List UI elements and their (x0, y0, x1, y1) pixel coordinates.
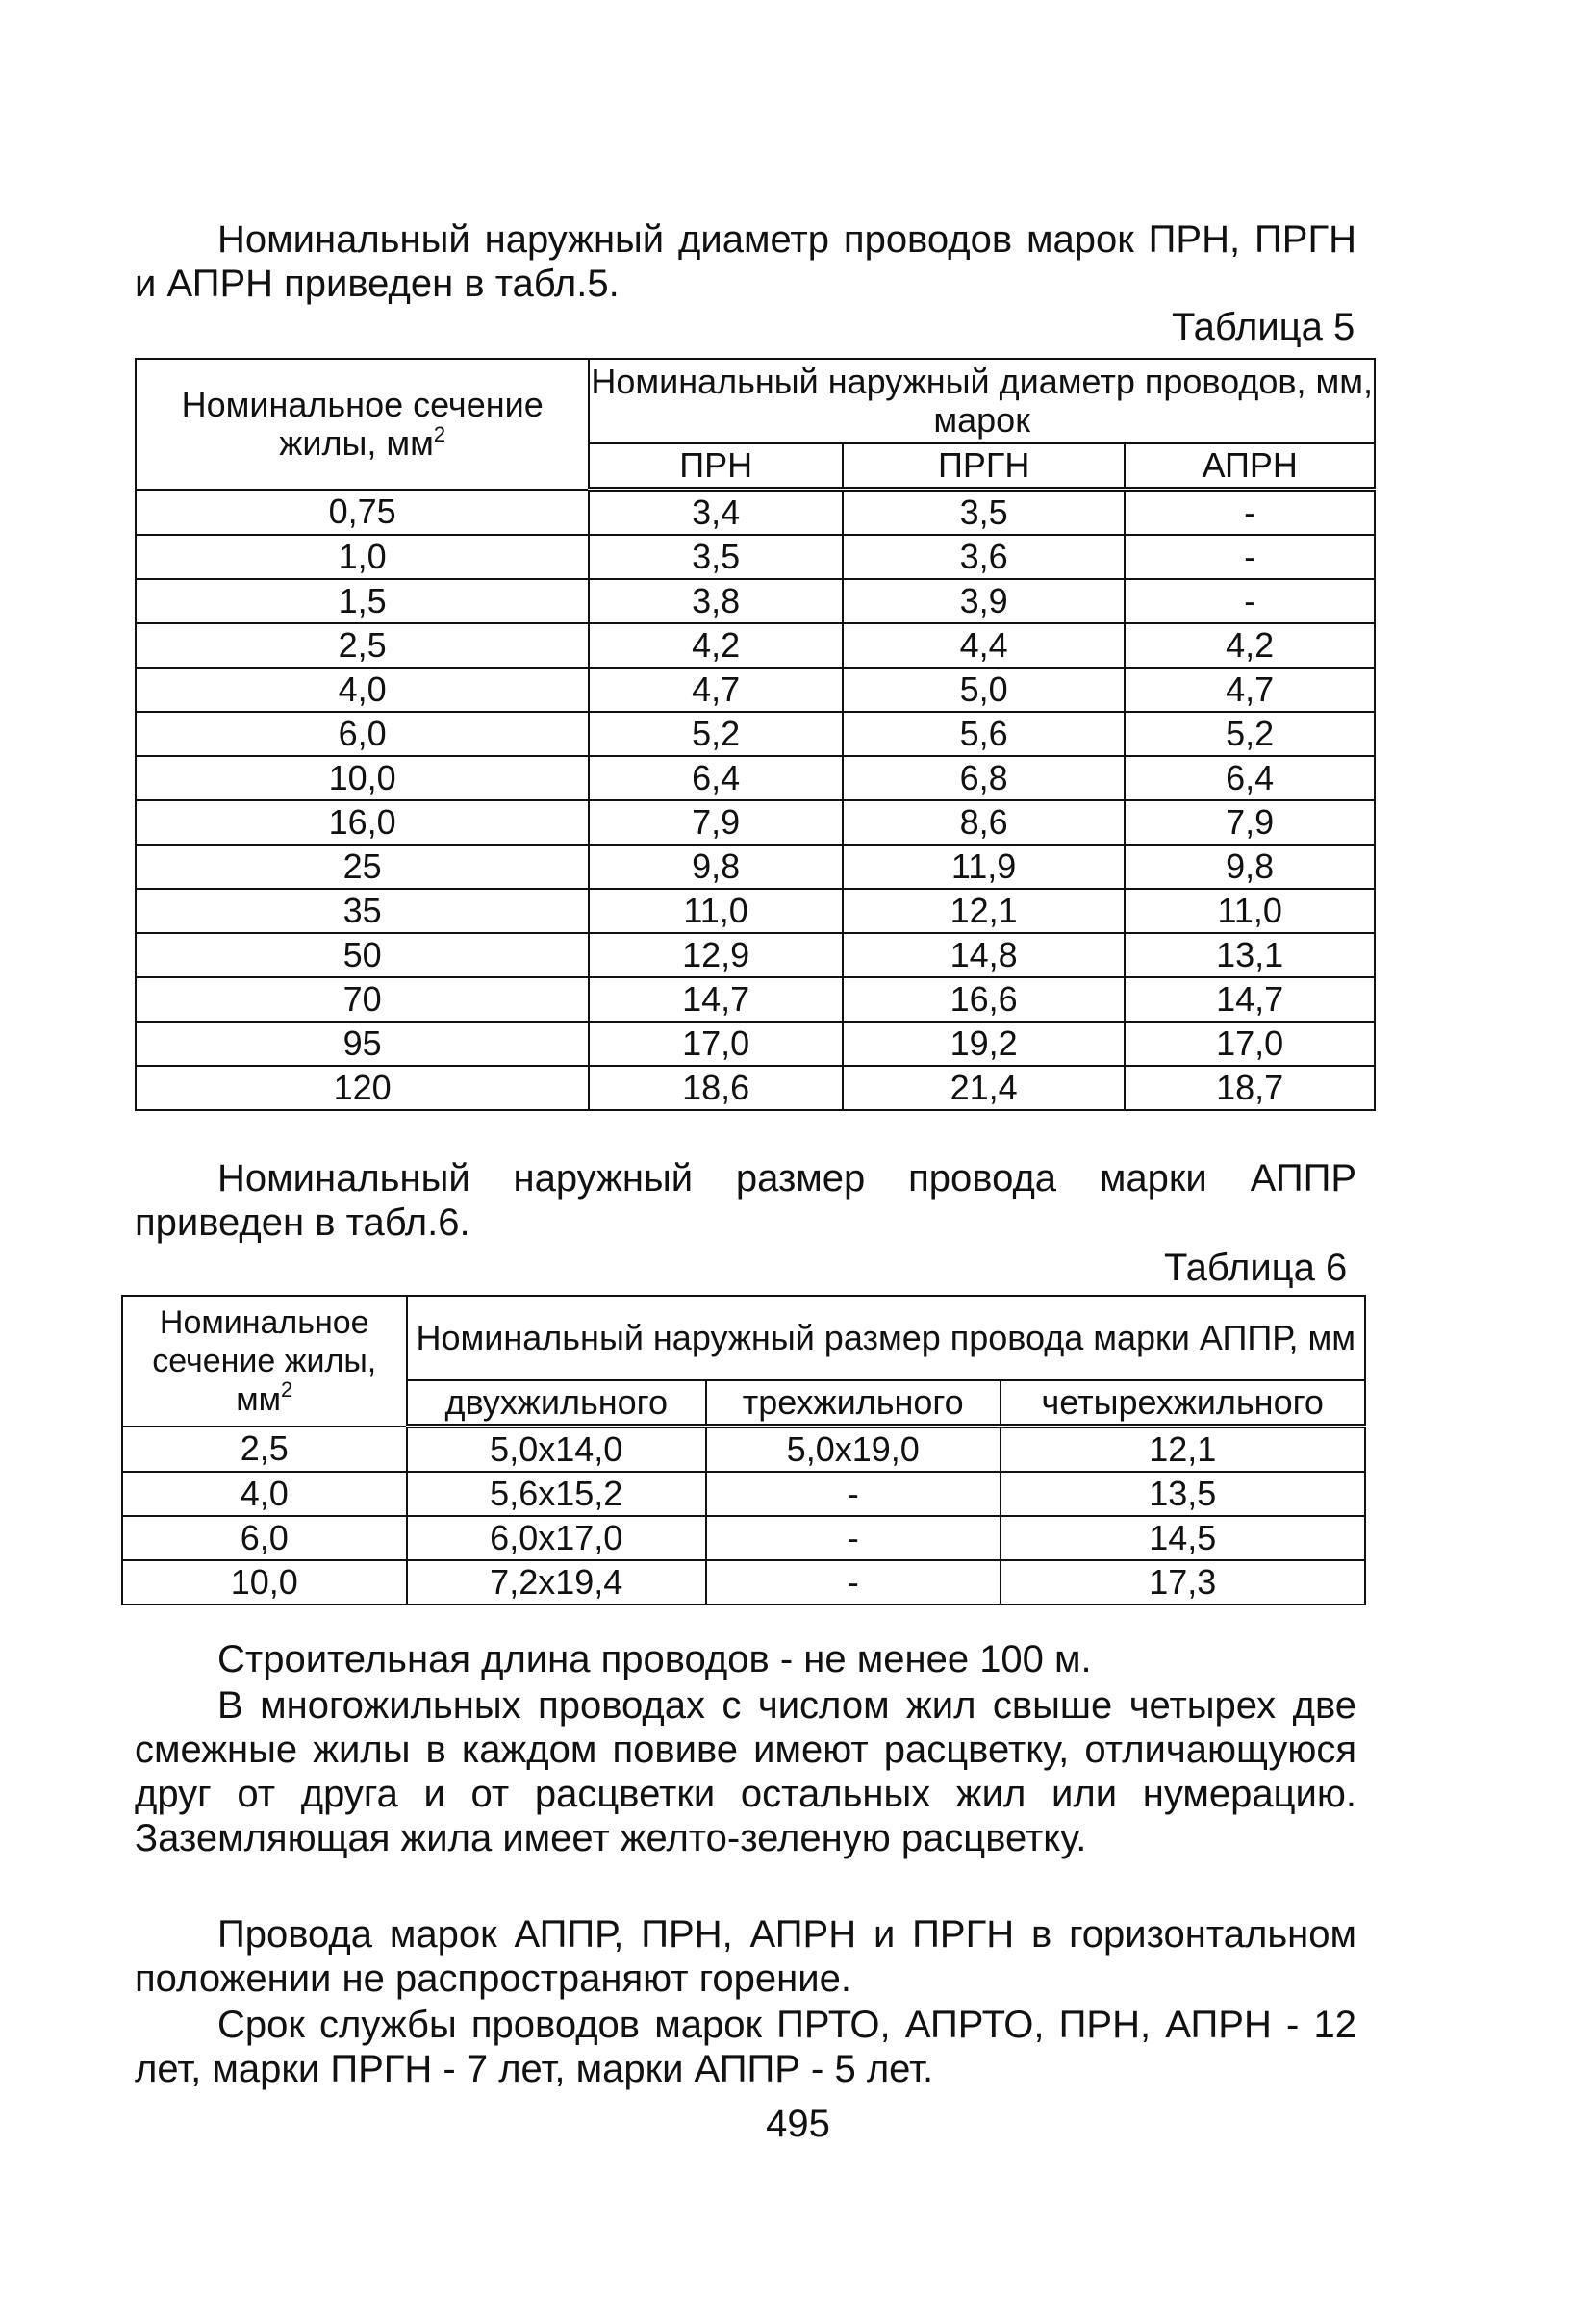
table-cell: 5,6х15,2 (407, 1472, 706, 1516)
table5-subheader: ПРН (589, 443, 843, 490)
table-row (136, 668, 1375, 712)
table-cell: 3,6 (843, 535, 1125, 579)
table-cell: 11,0 (589, 889, 843, 933)
intro-paragraph-table5: Номинальный наружный диаметр проводов марок ПРН, ПРГН и АПРН приведен в табл.5. (135, 218, 1356, 305)
table-row (136, 1066, 1375, 1110)
table-cell: 2,5 (122, 1427, 407, 1473)
table-cell: 5,2 (1125, 712, 1375, 756)
table-cell: 13,5 (1001, 1472, 1366, 1516)
table-cell: 9,8 (1125, 845, 1375, 889)
table-row (136, 1022, 1375, 1066)
table-cell: 6,8 (843, 756, 1125, 800)
table-cell: 16,0 (136, 800, 589, 845)
table-row (136, 535, 1375, 579)
table5-subheader: АПРН (1125, 443, 1375, 490)
table-cell: 12,1 (843, 889, 1125, 933)
table-cell: 5,6 (843, 712, 1125, 756)
table-cell: 2,5 (136, 623, 589, 668)
paragraph-construction-length: Строительная длина проводов - не менее 100 м. (217, 1638, 1092, 1680)
table-cell: 21,4 (843, 1066, 1125, 1110)
page-number: 495 (766, 2103, 830, 2145)
table-cell: 4,0 (122, 1472, 407, 1516)
table-cell: 6,0 (122, 1516, 407, 1560)
table-cell: 18,7 (1125, 1066, 1375, 1110)
table-cell: 25 (136, 845, 589, 889)
table-cell: 8,6 (843, 800, 1125, 845)
table-cell: 7,2х19,4 (407, 1560, 706, 1604)
table-cell: 35 (136, 889, 589, 933)
table-row (136, 712, 1375, 756)
table-row (136, 977, 1375, 1022)
table-row (136, 845, 1375, 889)
table-cell: 1,0 (136, 535, 589, 579)
table5-group-header: Номинальный наружный диаметр проводов, мм, марок (589, 359, 1375, 443)
paragraph-coloring: В многожильных проводах с числом жил свыше четырех две смежные жилы в каждом повиве имеют расцветку, отличающуюся друг от друга и от расцветки остальных жил или нумерацию. Заземляющая жила имеет желто-зеленую расцветку. (135, 1684, 1356, 1859)
table5-caption: Таблица 5 (1172, 306, 1355, 348)
table-cell: 11,0 (1125, 889, 1375, 933)
paragraph-burning: Провода марок АППР, ПРН, АПРН и ПРГН в горизонтальном положении не распространяют горение. (135, 1913, 1356, 2000)
table-cell: 12,9 (589, 933, 843, 977)
table-cell: 18,6 (589, 1066, 843, 1110)
table6-caption: Таблица 6 (1164, 1247, 1348, 1289)
table-row (136, 490, 1375, 536)
table5-subheader: ПРГН (843, 443, 1125, 490)
table-cell: 14,7 (1125, 977, 1375, 1022)
table-cell: 6,0х17,0 (407, 1516, 706, 1560)
table-cell: 4,7 (1125, 668, 1375, 712)
table-cell: 14,5 (1001, 1516, 1366, 1560)
intro-paragraph-table6: Номинальный наружный размер провода марки АППР приведен в табл.6. (135, 1157, 1356, 1244)
table6-subheader: трехжильного (706, 1380, 1001, 1427)
table-cell: - (706, 1560, 1001, 1604)
table-cell: 5,0х19,0 (706, 1427, 1001, 1473)
table-cell: 11,9 (843, 845, 1125, 889)
table6 (121, 1295, 1366, 1605)
table-cell: 7,9 (1125, 800, 1375, 845)
table-row (136, 889, 1375, 933)
table-cell: 7,9 (589, 800, 843, 845)
table-cell: 3,4 (589, 490, 843, 536)
table-cell: 0,75 (136, 490, 589, 536)
table-cell: - (706, 1472, 1001, 1516)
table5 (135, 358, 1376, 1111)
table-cell: 4,0 (136, 668, 589, 712)
table-row (136, 933, 1375, 977)
table-row (122, 1516, 1365, 1560)
table-row (136, 623, 1375, 668)
table-cell: 10,0 (136, 756, 589, 800)
table-row (136, 800, 1375, 845)
table-row (122, 1427, 1365, 1473)
table-cell: 6,0 (136, 712, 589, 756)
table-cell: 5,2 (589, 712, 843, 756)
table-cell: 9,8 (589, 845, 843, 889)
table-cell: 10,0 (122, 1560, 407, 1604)
table-cell: 95 (136, 1022, 589, 1066)
table-cell: 16,6 (843, 977, 1125, 1022)
table-cell: 70 (136, 977, 589, 1022)
table-cell: 14,7 (589, 977, 843, 1022)
table-cell: 17,0 (1125, 1022, 1375, 1066)
table5-col0-header: Номинальное сечение жилы, $мм^2$ (136, 359, 589, 490)
table-cell: 14,8 (843, 933, 1125, 977)
table-cell: 5,0х14,0 (407, 1427, 706, 1473)
table-cell: 4,2 (589, 623, 843, 668)
table-row (136, 756, 1375, 800)
paragraph-service-life: Срок службы проводов марок ПРТО, АПРТО, ПРН, АПРН - 12 лет, марки ПРГН - 7 лет, марки АППР - 5 лет. (135, 2004, 1356, 2090)
table-cell: 17,0 (589, 1022, 843, 1066)
table-cell: 4,7 (589, 668, 843, 712)
table-cell: 19,2 (843, 1022, 1125, 1066)
table-row (122, 1560, 1365, 1604)
table-cell: - (1125, 490, 1375, 536)
table-cell: 5,0 (843, 668, 1125, 712)
table6-col0-header: Номинальное сечение жилы, $мм^2$ (122, 1296, 407, 1427)
table-cell: 4,4 (843, 623, 1125, 668)
table-cell: - (1125, 579, 1375, 623)
table-cell: 6,4 (1125, 756, 1375, 800)
table-cell: - (1125, 535, 1375, 579)
table-cell: 17,3 (1001, 1560, 1366, 1604)
table-cell: 6,4 (589, 756, 843, 800)
table6-subheader: четырехжильного (1001, 1380, 1366, 1427)
table-cell: 3,8 (589, 579, 843, 623)
table-cell: 3,9 (843, 579, 1125, 623)
table-cell: 12,1 (1001, 1427, 1366, 1473)
table-cell: 13,1 (1125, 933, 1375, 977)
table6-group-header: Номинальный наружный размер провода марки АППР, мм (407, 1296, 1366, 1380)
table-row (122, 1472, 1365, 1516)
table-row (136, 579, 1375, 623)
table-cell: 3,5 (589, 535, 843, 579)
table-cell: 50 (136, 933, 589, 977)
table-cell: - (706, 1516, 1001, 1560)
table6-subheader: двухжильного (407, 1380, 706, 1427)
table-cell: 120 (136, 1066, 589, 1110)
table-cell: 1,5 (136, 579, 589, 623)
table-cell: 4,2 (1125, 623, 1375, 668)
table-cell: 3,5 (843, 490, 1125, 536)
